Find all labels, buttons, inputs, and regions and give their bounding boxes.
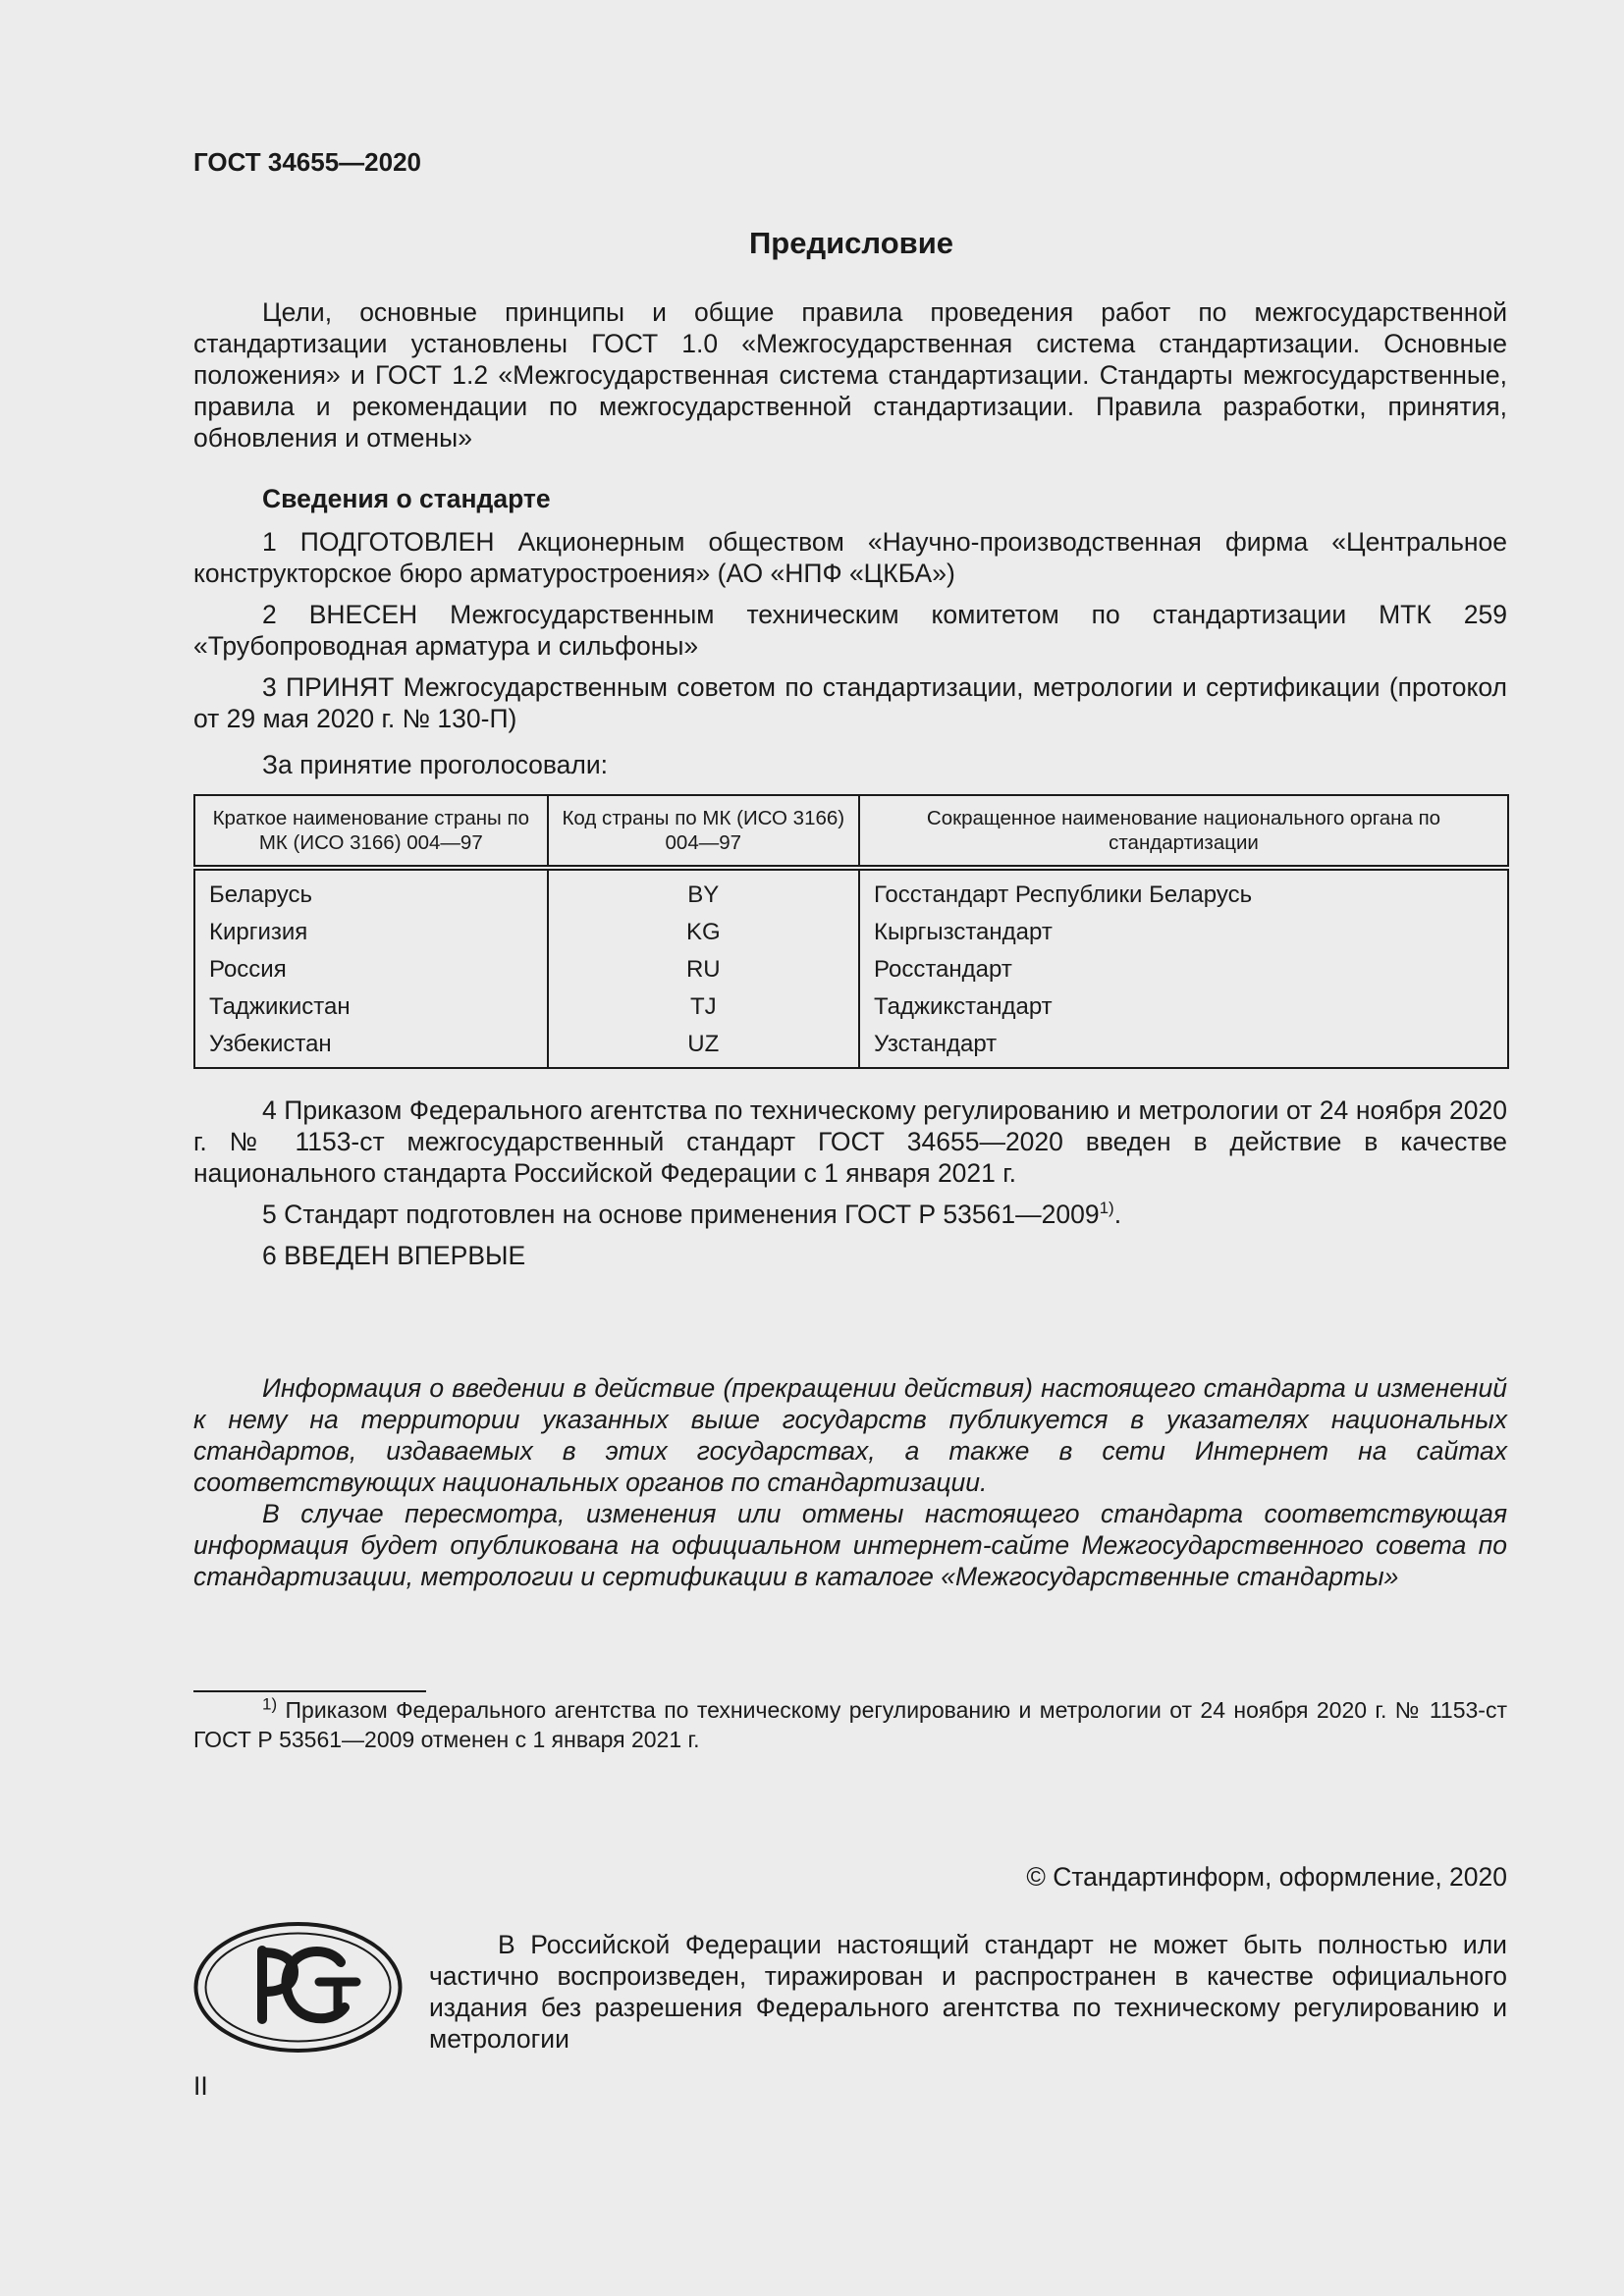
body-cell: Таджикстандарт (859, 988, 1508, 1026)
intro-paragraph: Цели, основные принципы и общие правила проведения работ по межгосударственной стандартизации установлены ГОСТ 1.0 «Межгосударственная система стандартизации. Основные положения» и ГОСТ 1.2 «Межгосударственная система стандартизации. Стандарты межгосударственные, правила и рекомендации по межгосударственной стандартизации. Правила разработки, принятия, обновления и отмены» (193, 297, 1507, 453)
code-cell: UZ (548, 1026, 859, 1068)
column-header-code: Код страны по МК (ИСО 3166) 004—97 (548, 795, 859, 868)
voting-table (193, 794, 1509, 1069)
adoption-section (193, 1095, 1507, 1271)
item-6: 6 ВВЕДЕН ВПЕРВЫЕ (262, 1241, 526, 1270)
body-cell: Кыргызстандарт (859, 914, 1508, 951)
table-row (194, 951, 1508, 988)
notice-paragraph-1: Информация о введении в действие (прекращении действия) настоящего стандарта и изменений к нему на территории указанных выше государств публикуется в указателях национальных стандартов, издаваемых в этих государствах, а также в сети Интернет на сайтах соответствующих национальных органов по стандартизации. (193, 1373, 1507, 1497)
footnote-mark: 1) (262, 1694, 278, 1714)
footnote-text: Приказом Федерального агентства по техническому регулированию и метрологии от 24 ноября 2020 г. № 1153-ст ГОСТ Р 53561—2009 отменен с 1 января 2021 г. (193, 1697, 1507, 1752)
rst-logo-icon (193, 1921, 403, 2054)
country-cell: Киргизия (194, 914, 548, 951)
country-cell: Беларусь (194, 868, 548, 914)
table-row (194, 868, 1508, 914)
body-cell: Узстандарт (859, 1026, 1508, 1068)
table-header-row (194, 795, 1508, 868)
item-1: 1 ПОДГОТОВЛЕН Акционерным обществом «Научно-производственная фирма «Центральное конструкторское бюро арматуростроения» (АО «НПФ «ЦКБА») (193, 527, 1507, 588)
column-header-body: Сокращенное наименование национального органа по стандартизации (859, 795, 1508, 868)
body-cell: Госстандарт Республики Беларусь (859, 868, 1508, 914)
code-cell: TJ (548, 988, 859, 1026)
notice-section (193, 1372, 1507, 1592)
item-5 (193, 1199, 1507, 1230)
table-row (194, 988, 1508, 1026)
page-title: Предисловие (748, 226, 953, 260)
country-cell: Узбекистан (194, 1026, 548, 1068)
body-cell: Росстандарт (859, 951, 1508, 988)
footnote (193, 1695, 1507, 1754)
code-cell: BY (548, 868, 859, 914)
column-header-country: Краткое наименование страны по МК (ИСО 3166) 004—97 (194, 795, 548, 868)
standard-info-section (193, 483, 1507, 734)
item-4: 4 Приказом Федерального агентства по техническому регулированию и метрологии от 24 ноября 2020 г. № 1153-ст межгосударственный стандарт ГОСТ 34655—2020 введен в действие в качестве национального стандарта Российской Федерации с 1 января 2021 г. (193, 1095, 1507, 1188)
notice-paragraph-2: В случае пересмотра, изменения или отмены настоящего стандарта соответствующая информация будет опубликована на официальном интернет-сайте Межгосударственного совета по стандартизации, метрологии и сертификации в каталоге «Межгосударственные стандарты» (193, 1499, 1507, 1591)
footnote-divider (193, 1690, 426, 1692)
table-row (194, 914, 1508, 951)
footnote-ref: 1) (1099, 1199, 1114, 1218)
table-row (194, 1026, 1508, 1068)
document-id-header: ГОСТ 34655—2020 (193, 147, 421, 177)
country-cell: Россия (194, 951, 548, 988)
legal-notice: В Российской Федерации настоящий стандарт не может быть полностью или частично воспроизведен, тиражирован и распространен в качестве официального издания без разрешения Федерального агентства по техническому регулированию и метрологии (429, 1930, 1507, 2054)
item-5-text: 5 Стандарт подготовлен на основе применения ГОСТ Р 53561—2009 (262, 1200, 1100, 1229)
code-cell: KG (548, 914, 859, 951)
copyright-line: © Стандартинформ, оформление, 2020 (1026, 1862, 1507, 1892)
intro-section (193, 296, 1507, 454)
country-cell: Таджикистан (194, 988, 548, 1026)
item-5-end: . (1113, 1200, 1122, 1229)
item-3: 3 ПРИНЯТ Межгосударственным советом по стандартизации, метрологии и сертификации (протокол от 29 мая 2020 г. № 130-П) (193, 672, 1507, 733)
vote-label: За принятие проголосовали: (262, 750, 609, 779)
item-2: 2 ВНЕСЕН Межгосударственным техническим комитетом по стандартизации МТК 259 «Трубопроводная арматура и сильфоны» (193, 600, 1507, 661)
info-heading: Сведения о стандарте (262, 484, 551, 513)
page-number: II (193, 2071, 208, 2101)
code-cell: RU (548, 951, 859, 988)
